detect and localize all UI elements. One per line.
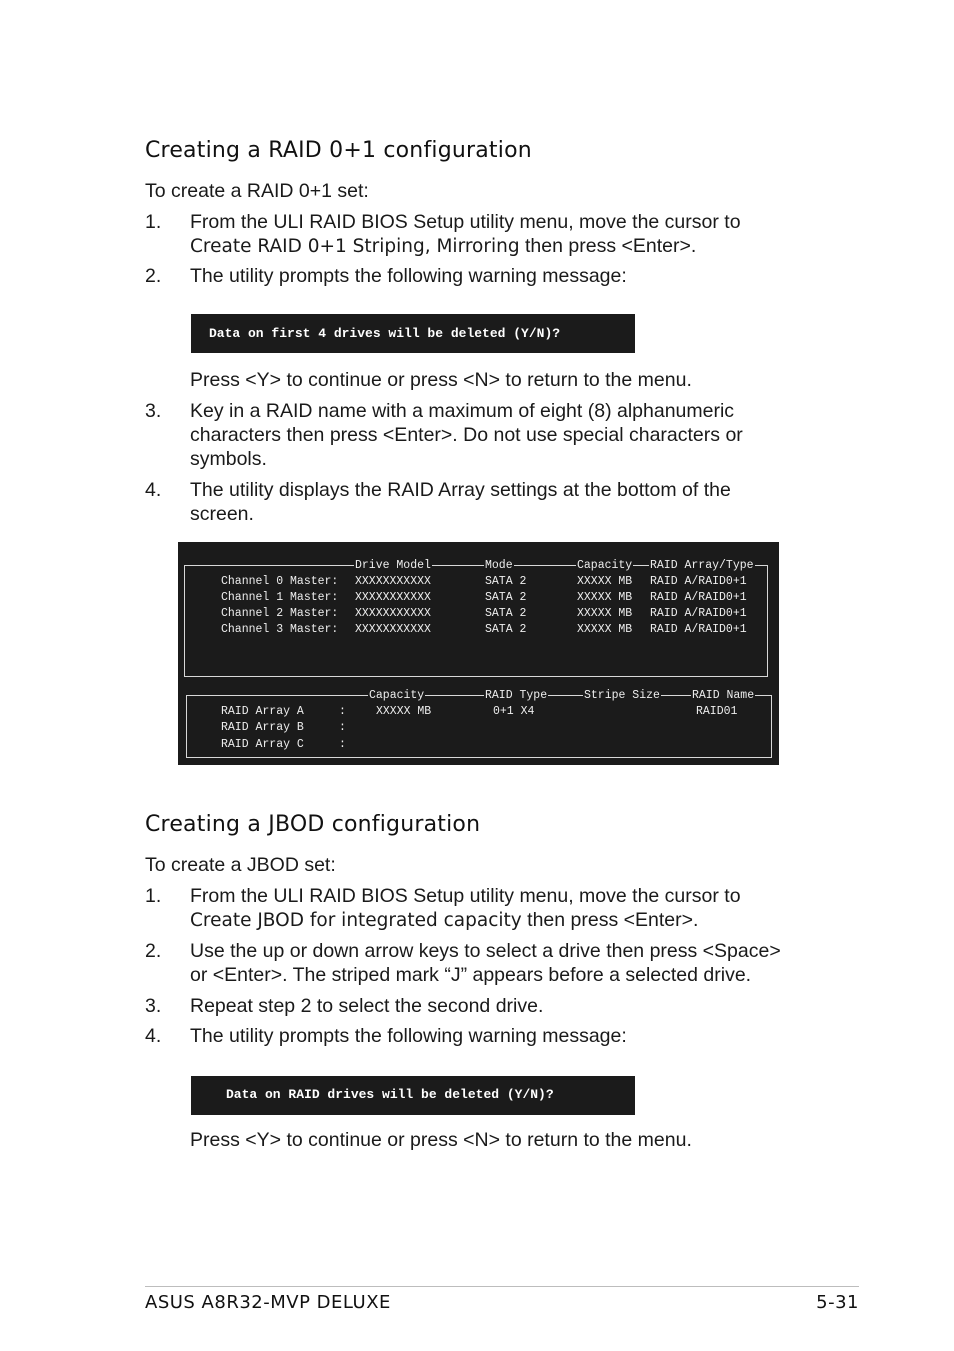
header-capacity: Capacity: [577, 559, 633, 572]
header-raid-type: RAID Type: [485, 689, 548, 702]
drive-mode: SATA 2: [485, 591, 527, 604]
step-text: or <Enter>. The striped mark “J” appears before a selected drive.: [190, 964, 752, 986]
array-table-bottom-border: [186, 757, 772, 758]
step-number: 1.: [145, 885, 162, 907]
press-note: Press <Y> to continue or press <N> to return to the menu.: [190, 1129, 692, 1151]
section-intro: To create a RAID 0+1 set:: [145, 180, 369, 202]
drive-mode: SATA 2: [485, 623, 527, 636]
step-number: 3.: [145, 400, 162, 422]
warning-message-box: [191, 314, 635, 353]
step-text: The utility prompts the following warning message:: [190, 265, 627, 287]
step-text: [190, 908, 698, 933]
array-label: RAID Array B: [221, 721, 304, 734]
array-name: RAID01: [696, 705, 738, 718]
section-intro: To create a JBOD set:: [145, 854, 336, 876]
drive-table-left-border: [184, 565, 185, 677]
step-text: [190, 234, 696, 259]
header-raid-array-type: RAID Array/Type: [650, 559, 754, 572]
array-separator: :: [339, 738, 346, 751]
section-heading-raid01: Creating a RAID 0+1 configuration: [145, 138, 532, 163]
step-number: 4.: [145, 1025, 162, 1047]
step-text-tail: then press <Enter>.: [521, 909, 699, 931]
step-number: 1.: [145, 211, 162, 233]
step-text: Repeat step 2 to select the second drive.: [190, 995, 544, 1017]
drive-capacity: XXXXX MB: [577, 575, 633, 588]
drive-model: XXXXXXXXXXX: [355, 575, 431, 588]
warning-message: Data on first 4 drives will be deleted (Y/N)?: [209, 326, 561, 341]
array-separator: :: [339, 705, 346, 718]
step-number: 3.: [145, 995, 162, 1017]
step-text: screen.: [190, 503, 254, 525]
drive-table-bottom-border: [184, 676, 768, 677]
array-table-top-border: [186, 695, 772, 696]
step-text: The utility prompts the following warning message:: [190, 1025, 627, 1047]
step-text: symbols.: [190, 448, 267, 470]
step-text: From the ULI RAID BIOS Setup utility menu, move the cursor to: [190, 885, 741, 907]
header-raid-name: RAID Name: [692, 689, 755, 702]
warning-message: Data on RAID drives will be deleted (Y/N)?: [226, 1087, 554, 1102]
press-note: Press <Y> to continue or press <N> to return to the menu.: [190, 369, 692, 391]
array-type: 0+1 X4: [493, 705, 535, 718]
step-text: characters then press <Enter>. Do not use special characters or: [190, 424, 743, 446]
drive-channel: Channel 2 Master:: [221, 607, 339, 620]
array-label: RAID Array C: [221, 738, 304, 751]
footer-rule: [145, 1286, 859, 1287]
drive-capacity: XXXXX MB: [577, 623, 633, 636]
step-number: 2.: [145, 940, 162, 962]
header-stripe-size: Stripe Size: [584, 689, 660, 702]
drive-channel: Channel 3 Master:: [221, 623, 339, 636]
drive-type: RAID A/RAID0+1: [650, 575, 747, 588]
drive-model: XXXXXXXXXXX: [355, 591, 431, 604]
drive-mode: SATA 2: [485, 607, 527, 620]
footer-product-name: ASUS A8R32-MVP DELUXE: [145, 1292, 391, 1313]
step-number: 2.: [145, 265, 162, 287]
drive-capacity: XXXXX MB: [577, 591, 633, 604]
footer-page-number: 5-31: [816, 1292, 859, 1313]
array-table-left-border: [186, 695, 187, 758]
drive-type: RAID A/RAID0+1: [650, 607, 747, 620]
menu-command: Create JBOD for integrated capacity: [190, 910, 522, 931]
drive-mode: SATA 2: [485, 575, 527, 588]
array-table-right-border: [771, 695, 772, 758]
step-number: 4.: [145, 479, 162, 501]
drive-table-right-border: [767, 565, 768, 677]
warning-message-box: [191, 1076, 635, 1115]
header-array-capacity: Capacity: [369, 689, 425, 702]
bios-screen: [178, 542, 779, 765]
drive-channel: Channel 0 Master:: [221, 575, 339, 588]
drive-capacity: XXXXX MB: [577, 607, 633, 620]
array-capacity: XXXXX MB: [376, 705, 432, 718]
step-text: Key in a RAID name with a maximum of eight (8) alphanumeric: [190, 400, 735, 422]
header-drive-model: Drive Model: [355, 559, 431, 572]
drive-type: RAID A/RAID0+1: [650, 623, 747, 636]
step-text-tail: then press <Enter>.: [519, 235, 697, 257]
drive-type: RAID A/RAID0+1: [650, 591, 747, 604]
menu-command: Create RAID 0+1 Striping, Mirroring: [190, 236, 520, 257]
array-separator: :: [339, 721, 346, 734]
step-text: Use the up or down arrow keys to select a drive then press <Space>: [190, 940, 781, 962]
drive-model: XXXXXXXXXXX: [355, 607, 431, 620]
header-mode: Mode: [485, 559, 513, 572]
drive-model: XXXXXXXXXXX: [355, 623, 431, 636]
step-text: The utility displays the RAID Array settings at the bottom of the: [190, 479, 731, 501]
section-heading-jbod: Creating a JBOD configuration: [145, 812, 481, 837]
array-label: RAID Array A: [221, 705, 304, 718]
step-text: From the ULI RAID BIOS Setup utility menu, move the cursor to: [190, 211, 741, 233]
drive-channel: Channel 1 Master:: [221, 591, 339, 604]
